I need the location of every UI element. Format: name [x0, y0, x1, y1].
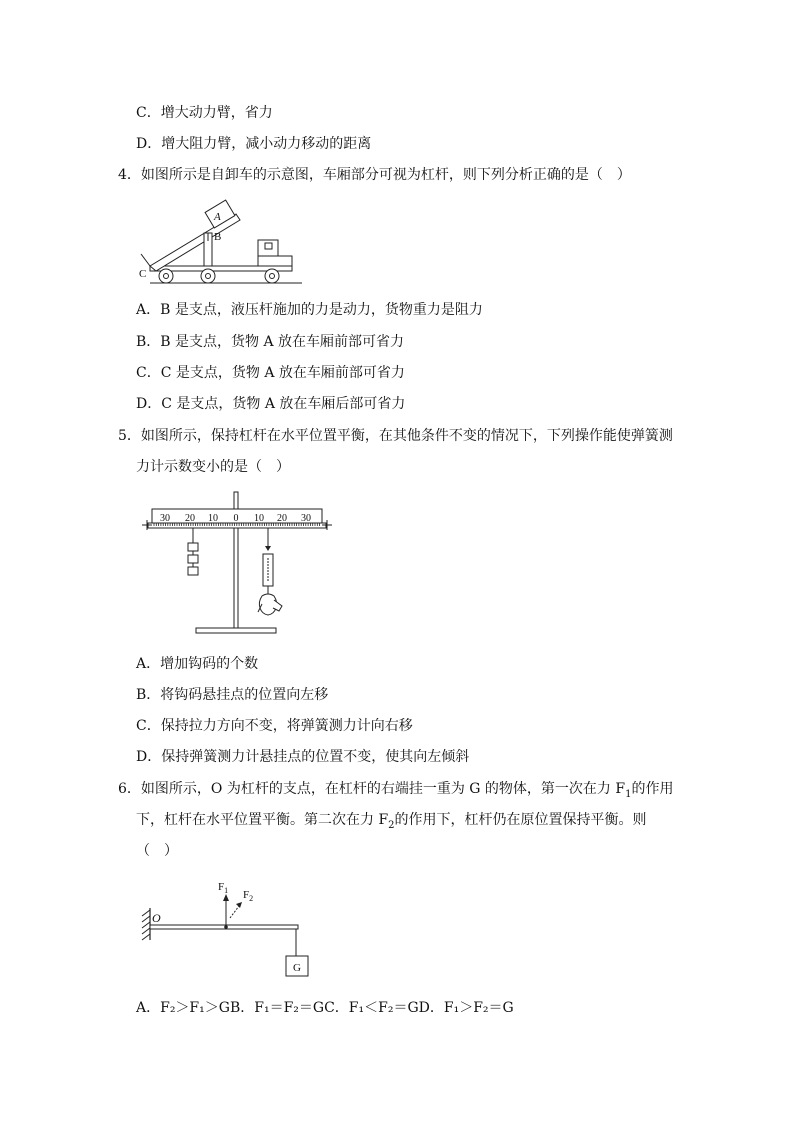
q5-tick-label-2: 10 [208, 513, 218, 524]
q6-option-d: D．F₁＞F₂＝G [418, 1000, 514, 1016]
q4-dump-truck-figure [136, 194, 306, 286]
q5-stem-line2: 力计示数变小的是（ ） [136, 459, 290, 475]
q6-stem-line3: （ ） [136, 843, 178, 859]
q6-lever-figure [138, 874, 318, 982]
q5-tick-label-3: 0 [233, 513, 239, 524]
q6-stem-line1-text: 6．如图所示，O 为杠杆的支点，在杠杆的右端挂一重为 G 的物体，第一次在力 F [118, 781, 626, 797]
q5-option-b: B．将钩码悬挂点的位置向左移 [136, 687, 329, 703]
q5-tick-label-5: 20 [277, 513, 287, 524]
q4-stem: 4．如图所示是自卸车的示意图，车厢部分可视为杠杆，则下列分析正确的是（ ） [118, 167, 631, 183]
q6-label-o: O [152, 911, 161, 925]
q6-label-f1 [218, 881, 228, 895]
q3-option-c: C．增大动力臂，省力 [136, 105, 273, 121]
q4-option-c: C．C 是支点，货物 A 放在车厢前部可省力 [136, 365, 405, 381]
q6-label-f2-letter: F [243, 889, 250, 901]
q4-option-a: A．B 是支点，液压杆施加的力是动力，货物重力是阻力 [136, 302, 483, 318]
q6-label-f2-sub: 2 [249, 894, 254, 903]
q4-label-b: B [214, 231, 222, 243]
q3-option-d: D．增大阻力臂，减小动力移动的距离 [136, 136, 372, 152]
q4-option-b: B．B 是支点，货物 A 放在车厢前部可省力 [136, 334, 405, 350]
q6-option-a: A．F₂＞F₁＞G [136, 1000, 230, 1016]
q6-stem-line1-tail: 的作用 [631, 781, 674, 797]
q5-lever-figure [140, 488, 340, 640]
q5-tick-label-6: 30 [301, 513, 311, 524]
q5-tick-label-0: 30 [160, 513, 170, 524]
q5-option-a: A．增加钩码的个数 [136, 656, 259, 672]
q5-option-d: D．保持弹簧测力计悬挂点的位置不变，使其向左倾斜 [136, 749, 470, 765]
q6-stem-line1-sub: 1 [625, 788, 632, 800]
q6-label-f2 [243, 889, 253, 903]
q6-label-f1-letter: F [218, 881, 225, 893]
q6-option-b: B．F₁＝F₂＝G [229, 1000, 325, 1016]
q6-options-line [136, 999, 514, 1017]
q6-label-f1-sub: 1 [224, 886, 229, 895]
q6-stem-line2-sub: 2 [388, 819, 395, 831]
q6-stem-line2-b: 的作用下，杠杆仍在原位置保持平衡。则 [394, 812, 647, 828]
q4-label-a: A [214, 211, 221, 223]
q5-stem-line1: 5．如图所示，保持杠杆在水平位置平衡，在其他条件不变的情况下，下列操作能使弹簧测 [118, 428, 673, 444]
q4-option-d: D．C 是支点，货物 A 放在车厢后部可省力 [136, 396, 406, 412]
q6-label-g: G [293, 962, 301, 974]
q6-stem-line2 [136, 811, 647, 835]
q6-stem-line1 [118, 780, 673, 804]
q6-option-c: C．F₁＜F₂＝G [324, 1000, 419, 1016]
q6-stem-line2-a: 下，杠杆在水平位置平衡。第二次在力 F [136, 812, 389, 828]
q5-option-c: C．保持拉力方向不变，将弹簧测力计向右移 [136, 718, 413, 734]
q5-tick-label-1: 20 [185, 513, 195, 524]
q5-tick-label-4: 10 [254, 513, 264, 524]
q4-label-c: C [139, 268, 147, 280]
